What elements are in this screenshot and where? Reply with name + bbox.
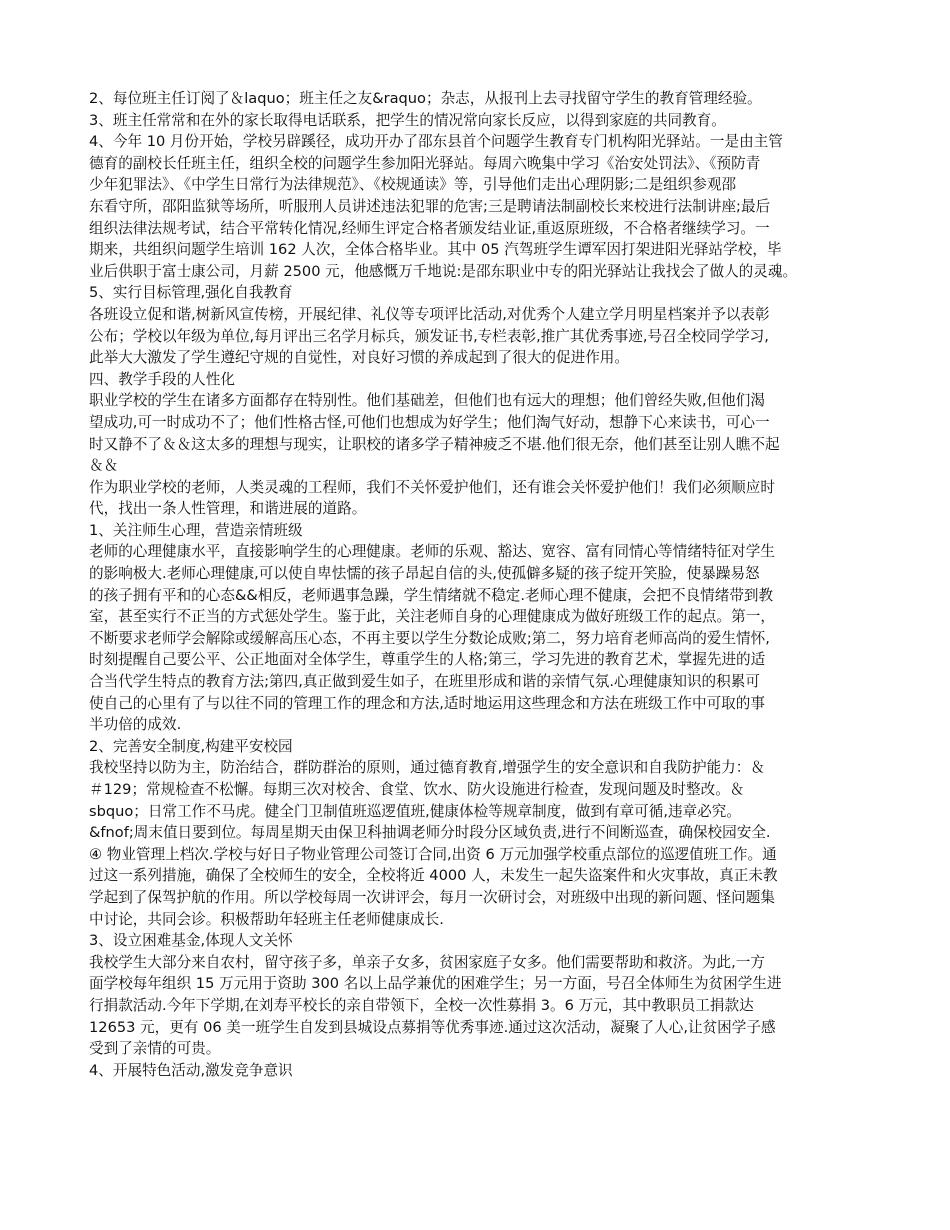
text-line: 的孩子拥有平和的心态&&相反，老师遇事急躁，学生情绪就不稳定.老师心理不健康，会把不良情绪带到教 [89,586,774,604]
text-line: 业后供职于富士康公司，月薪 2500 元，他感慨万千地说:是邵东职业中专的阳光驿站让我找会了做人的灵魂。 [89,262,798,280]
text-line: 此举大大激发了学生遵纪守规的自觉性，对良好习惯的养成起到了很大的促进作用。 [89,349,629,367]
text-line: 时又静不了＆＆这太多的理想与现实，让职校的诸多学子精神疲乏不堪.他们很无奈，他们甚至让别人瞧不起 [89,435,780,453]
document-body [89,88,889,1081]
text-line: 四、教学手段的人性化 [89,370,235,388]
text-line: 公布；学校以年级为单位,每月评出三名学月标兵，颁发证书,专栏表彰,推广其优秀事迹,号召全校同学学习, [89,327,769,345]
text-line: 东看守所，邵阳监狱等场所，听服刑人员讲述违法犯罪的危害;三是聘请法制副校长来校进行法制讲座;最后 [89,197,771,215]
text-line: 4、今年 10 月份开始，学校另辟蹊径，成功开办了邵东县首个问题学生教育专门机构阳光驿站。一是由主管 [89,133,783,151]
text-line: 使自己的心里有了与以往不同的管理工作的理念和方法,适时地运用这些理念和方法在班级工作中可取的事 [89,694,765,712]
text-line: 德育的副校长任班主任，组织全校的问题学生参加阳光驿站。每周六晚集中学习《治安处罚法》、《预防青 [89,154,761,172]
text-line: 3、班主任常常和在外的家长取得电话联系，把学生的情况常向家长反应，以得到家庭的共同教育。 [89,111,726,129]
text-line: 作为职业学校的老师，人类灵魂的工程师，我们不关怀爱护他们，还有谁会关怀爱护他们！我们必须顺应时 [89,478,775,496]
text-line: ＆＆ [89,457,119,475]
text-line: ＃129；常规检查不松懈。每期三次对校舍、食堂、饮水、防火设施进行检查，发现问题及时整改。＆ [89,781,745,798]
text-line: 期来，共组织问题学生培训 162 人次，全体合格毕业。其中 05 汽驾班学生谭军因打架进阳光驿站学校，毕 [89,241,782,259]
text-line: 时刻提醒自己要公平、公正地面对全体学生，尊重学生的人格;第三，学习先进的教育艺术，掌握先进的适 [89,651,766,669]
text-line: 老师的心理健康水平，直接影响学生的心理健康。老师的乐观、豁达、宽容、富有同情心等情绪特征对学生 [89,543,775,561]
text-line: 1、关注师生心理，营造亲情班级 [89,521,303,539]
text-line: &fnof;周末值日要到位。每周星期天由保卫科抽调老师分时段分区域负责,进行不间断巡查，确保校园安全. [89,824,771,842]
text-line: 2、每位班主任订阅了＆laquo；班主任之友&raquo；杂志，从报刊上去寻找留守学生的教育管理经验。 [89,90,762,107]
text-line: 面学校每年组织 15 万元用于资助 300 名以上品学兼优的困难学生；另一方面，号召全体师生为贫困学生进 [89,975,782,993]
text-line: 我校坚持以防为主，防治结合，群防群治的原则，通过德育教育,增强学生的安全意识和自我防护能力：＆ [89,759,765,777]
text-line: 受到了亲情的可贵。 [89,1040,221,1058]
text-line: 室，甚至实行不正当的方式惩处学生。鉴于此，关注老师自身的心理健康成为做好班级工作的起点。第一， [89,608,775,626]
text-line: 代，找出一条人性管理，和谐进展的道路。 [89,500,367,518]
text-line: 4、开展特色活动,激发竞争意识 [89,1061,293,1079]
text-line: 3、设立困难基金,体现人文关怀 [89,932,293,950]
text-line: 望成功,可一时成功不了；他们性格古怪,可他们也想成为好学生；他们淘气好动，想静下心来读书，可心一 [89,413,770,431]
text-line: 学起到了保驾护航的作用。所以学校每周一次讲评会，每月一次研讨会，对班级中出现的新问题、怪问题集 [89,888,775,906]
text-line: 中讨论，共同会诊。积极帮助年轻班主任老师健康成长. [89,910,444,928]
text-line: 12653 元，更有 06 美一班学生自发到县城设点募捐等优秀事迹.通过这次活动，凝聚了人心,让贫困学子感 [89,1018,776,1036]
text-line: 过这一系列措施，确保了全校师生的安全，全校将近 4000 人，未发生一起失盗案件和火灾事故，真正未教 [89,867,778,885]
text-line: 合当代学生特点的教育方法;第四,真正做到爱生如子，在班里形成和谐的亲情气氛.心理健康知识的积累可 [89,673,760,691]
text-line: ④ 物业管理上档次.学校与好日子物业管理公司签订合同,出资 6 万元加强学校重点部位的巡逻值班工作。通 [89,845,777,863]
text-line: 组织法律法规考试，结合平常转化情况,经师生评定合格者颁发结业证,重返原班级，不合格者继续学习。一 [89,219,770,237]
text-line: 我校学生大部分来自农村，留守孩子多，单亲子女多，贫困家庭子女多。他们需要帮助和救济。为此,一方 [89,953,765,971]
text-line: 行捐款活动.今年下学期,在刘寿平校长的亲自带领下，全校一次性募捐 3。6 万元，其中教职员工捐款达 [89,996,754,1014]
text-line: 2、完善安全制度,构建平安校园 [89,737,293,755]
text-line: 的影响极大.老师心理健康,可以使自卑怯懦的孩子昂起自信的头,使孤僻多疑的孩子绽开笑脸，使暴躁易怒 [89,565,760,583]
text-line: 5、实行目标管理,强化自我教育 [89,284,293,302]
text-line: sbquo；日常工作不马虎。健全门卫制值班巡逻值班,健康体检等规章制度，做到有章可循,违章必究。 [89,802,741,820]
text-line: 职业学校的学生在诸多方面都存在特别性。他们基础差，但他们也有远大的理想；他们曾经失败,但他们渴 [89,392,765,410]
text-line: 半功倍的成效. [89,716,182,734]
text-line: 少年犯罪法》、《中学生日常行为法律规范》、《校规通读》等，引导他们走出心理阴影;二是组织参观邵 [89,176,737,194]
text-line: 各班设立促和谐,树新风宣传榜，开展纪律、礼仪等专项评比活动,对优秀个人建立学月明星档案并予以表彰 [89,305,770,323]
text-line: 不断要求老师学会解除或缓解高压心态，不再主要以学生分数论成败;第二，努力培育老师高尚的爱生情怀, [89,629,770,647]
